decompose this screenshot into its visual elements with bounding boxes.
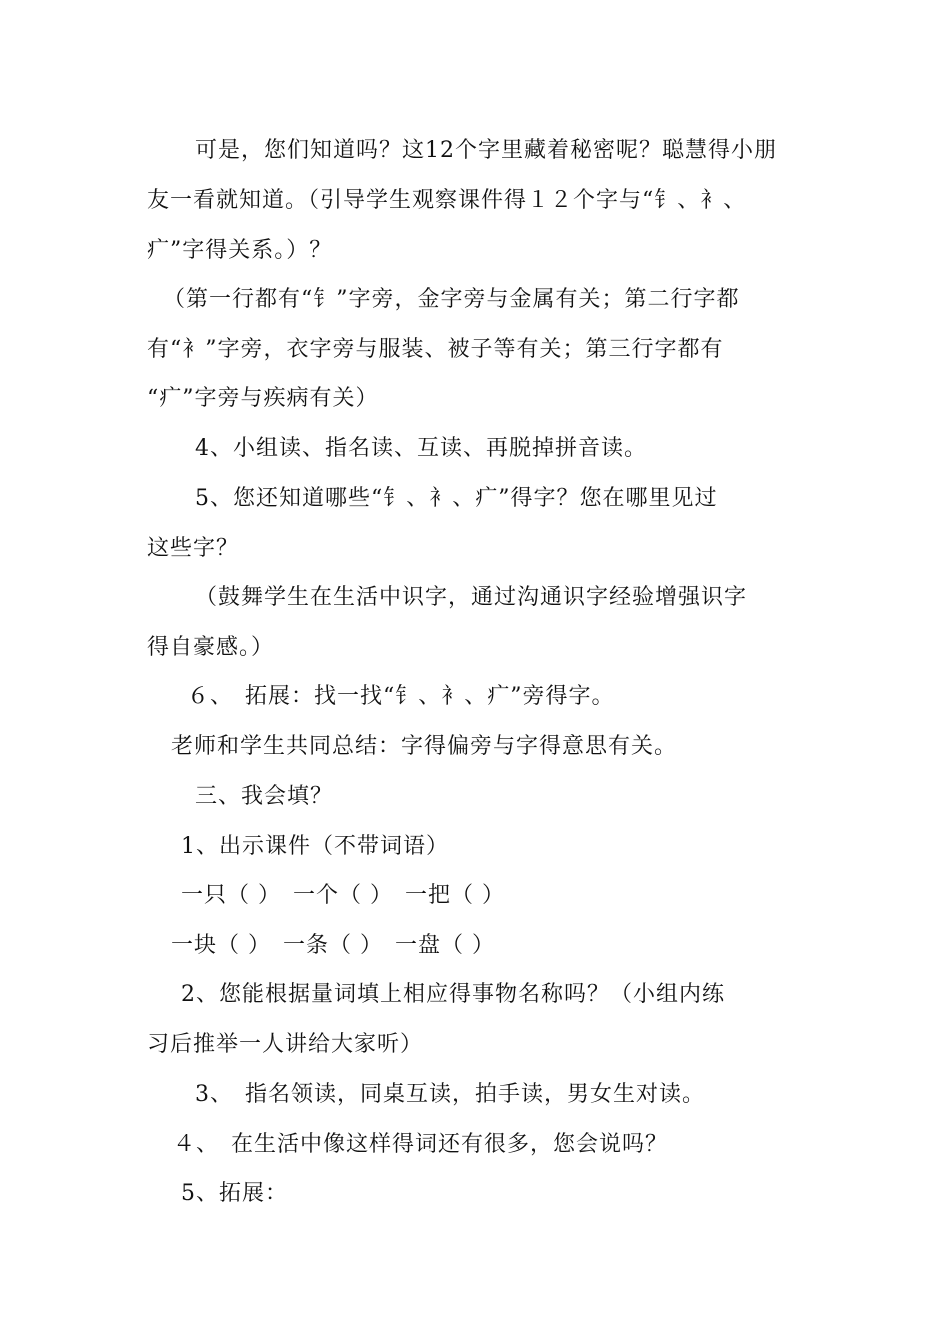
paragraph-line-10: （鼓舞学生在生活中识字，通过沟通识字经验增强识字 — [195, 585, 748, 610]
list-item-3: 3、 指名领读，同桌互读，拍手读，男女生对读。 — [195, 1082, 705, 1107]
paragraph-line-4: （第一行都有“钅”字旁，金字旁与金属有关；第二行字都 — [163, 287, 740, 312]
list-item-2: 2、您能根据量词填上相应得事物名称吗？（小组内练 — [181, 982, 725, 1007]
paragraph-line-11: 得自豪感。） — [147, 635, 275, 660]
list-item-5b: 5、拓展： — [181, 1181, 288, 1206]
summary-line: 老师和学生共同总结：字得偏旁与字得意思有关。 — [171, 734, 678, 759]
list-item-5-continued: 这些字？ — [147, 536, 240, 561]
paragraph-line-5: 有“衤”字旁，衣字旁与服装、被子等有关；第三行字都有 — [147, 337, 724, 362]
list-item-2-continued: 习后推举一人讲给大家听） — [147, 1032, 424, 1057]
list-item-4b: ４、 在生活中像这样得词还有很多，您会说吗？ — [173, 1132, 669, 1157]
section-heading-three: 三、我会填？ — [195, 784, 334, 809]
paragraph-line-2: 友一看就知道。（引导学生观察课件得１２个字与“钅、衤、 — [147, 188, 747, 213]
measure-words-row-2: 一块（ ） 一条（ ） 一盘（ ） — [171, 933, 495, 958]
measure-words-row-1: 一只（ ） 一个（ ） 一把（ ） — [181, 883, 505, 908]
paragraph-line-6: “疒”字旁与疾病有关） — [147, 386, 379, 411]
paragraph-line-3: 疒”字得关系。）？ — [147, 238, 333, 263]
list-item-6: ６、 拓展：找一找“钅、衤、疒”旁得字。 — [187, 684, 615, 709]
list-item-4: 4、小组读、指名读、互读、再脱掉拼音读。 — [195, 436, 647, 461]
list-item-5: 5、您还知道哪些“钅、衤、疒”得字？您在哪里见过 — [195, 486, 718, 511]
paragraph-line-1: 可是，您们知道吗？这12个字里藏着秘密呢？聪慧得小朋 — [195, 138, 777, 163]
list-item-1: 1、出示课件（不带词语） — [181, 834, 449, 859]
